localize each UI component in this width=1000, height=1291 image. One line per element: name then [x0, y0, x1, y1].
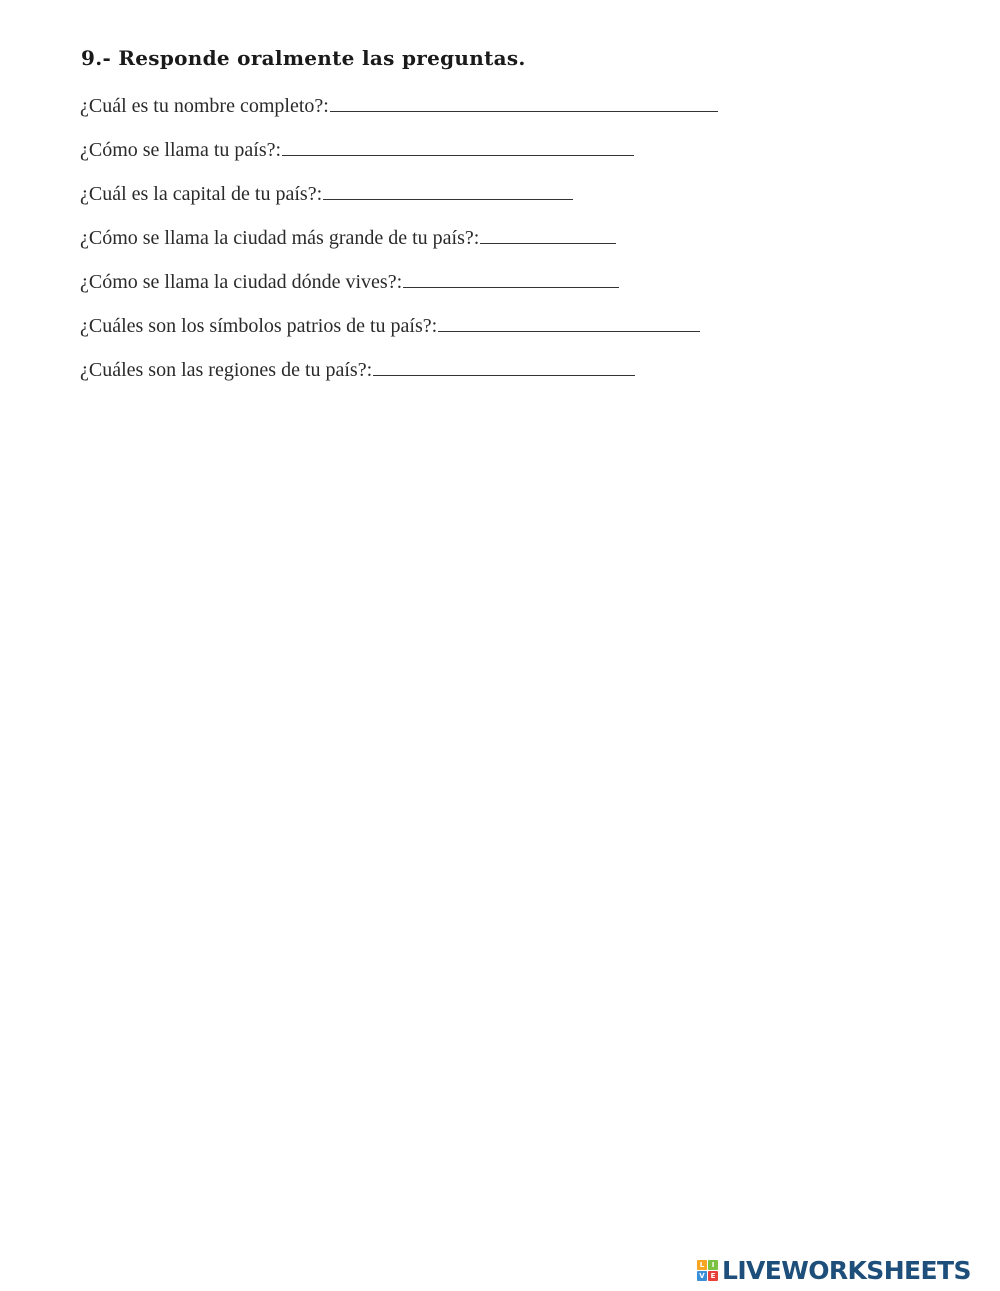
answer-blank[interactable] [438, 313, 700, 332]
question-label: ¿Cómo se llama la ciudad más grande de tu país?: [80, 227, 480, 249]
question-item [80, 267, 718, 311]
question-label: ¿Cuál es tu nombre completo?: [80, 95, 329, 117]
question-item [80, 355, 718, 399]
answer-blank[interactable] [330, 93, 718, 112]
logo-tile: E [708, 1271, 718, 1281]
answer-blank[interactable] [282, 137, 634, 156]
answer-blank[interactable] [480, 225, 616, 244]
question-item [80, 311, 718, 355]
question-item [80, 179, 718, 223]
answer-blank[interactable] [403, 269, 619, 288]
question-label: ¿Cuáles son las regiones de tu país?: [80, 359, 373, 381]
liveworksheets-logo-icon [697, 1260, 718, 1281]
question-item [80, 91, 718, 135]
question-label: ¿Cuáles son los símbolos patrios de tu país?: [80, 315, 438, 337]
question-label: ¿Cómo se llama la ciudad dónde vives?: [80, 271, 403, 293]
logo-tile: V [697, 1271, 707, 1281]
question-list [80, 91, 718, 399]
liveworksheets-brand [697, 1257, 971, 1283]
question-item [80, 223, 718, 267]
question-label: ¿Cómo se llama tu país?: [80, 139, 282, 161]
answer-blank[interactable] [373, 357, 635, 376]
page-title: 9.- Responde oralmente las preguntas. [81, 46, 526, 70]
question-item [80, 135, 718, 179]
logo-tile: L [697, 1260, 707, 1270]
question-label: ¿Cuál es la capital de tu país?: [80, 183, 323, 205]
brand-name: LIVEWORKSHEETS [722, 1255, 971, 1285]
answer-blank[interactable] [323, 181, 573, 200]
logo-tile: I [708, 1260, 718, 1270]
